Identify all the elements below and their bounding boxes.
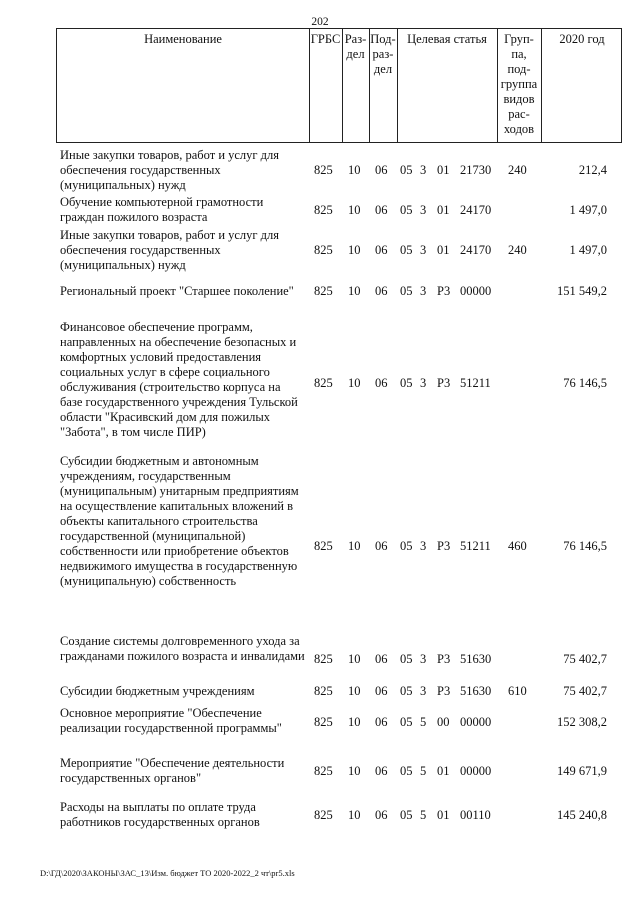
sum-cell: 151 549,2 xyxy=(557,284,607,298)
grbs-cell: 825 xyxy=(314,203,333,217)
razdel-cell: 10 xyxy=(348,163,361,177)
target-part3-cell: P3 xyxy=(437,652,451,666)
sum-cell: 1 497,0 xyxy=(569,203,607,217)
razdel-cell: 10 xyxy=(348,539,361,553)
target-part1-cell: 05 xyxy=(400,284,413,298)
sum-cell: 76 146,5 xyxy=(563,539,607,553)
header-target: Целевая статья xyxy=(407,32,487,46)
target-part4-cell: 21730 xyxy=(460,163,492,177)
podrazdel-cell: 06 xyxy=(375,684,388,698)
row-name: Субсидии бюджетным учреждениям xyxy=(60,684,255,698)
podrazdel-cell: 06 xyxy=(375,715,388,729)
header-year: 2020 год xyxy=(559,32,605,46)
podrazdel-cell: 06 xyxy=(375,652,388,666)
target-part2-cell: 3 xyxy=(420,539,427,553)
row-name: Иные закупки товаров, работ и услуг для обеспечения государственных (муниципальных) нужд xyxy=(60,228,280,272)
podrazdel-cell: 06 xyxy=(375,243,388,257)
podrazdel-cell: 06 xyxy=(375,163,388,177)
target-part1-cell: 05 xyxy=(400,539,413,553)
target-part3-cell: 01 xyxy=(437,243,450,257)
podrazdel-cell: 06 xyxy=(375,284,388,298)
sum-cell: 75 402,7 xyxy=(563,652,607,666)
target-part4-cell: 24170 xyxy=(460,243,492,257)
target-part1-cell: 05 xyxy=(400,243,413,257)
target-part3-cell: P3 xyxy=(437,539,451,553)
grbs-cell: 825 xyxy=(314,764,333,778)
row-name: Иные закупки товаров, работ и услуг для обеспечения государственных (муниципальных) нужд xyxy=(60,148,280,192)
target-part4-cell: 00000 xyxy=(460,284,492,298)
grbs-cell: 825 xyxy=(314,808,333,822)
row-name: Мероприятие "Обеспечение деятельности государственных органов" xyxy=(60,756,285,785)
row-name: Обучение компьютерной грамотности граждан пожилого возраста xyxy=(60,195,264,224)
target-part2-cell: 3 xyxy=(420,376,427,390)
grbs-cell: 825 xyxy=(314,715,333,729)
row-name: Создание системы долговременного ухода за гражданами пожилого возраста и инвалидами xyxy=(60,634,305,663)
header-razdel: Раз- дел xyxy=(344,32,367,61)
vr-cell: 240 xyxy=(508,163,527,177)
target-part4-cell: 51211 xyxy=(460,539,491,553)
razdel-cell: 10 xyxy=(348,203,361,217)
razdel-cell: 10 xyxy=(348,243,361,257)
vr-cell: 460 xyxy=(508,539,527,553)
header-vr: Груп- па, под- группа видов рас- ходов xyxy=(500,32,538,136)
target-part4-cell: 51630 xyxy=(460,684,492,698)
grbs-cell: 825 xyxy=(314,684,333,698)
row-name: Субсидии бюджетным и автономным учреждениям, государственным (муниципальным) унитарным предприятиям на осуществление капитальных вложений в объекты капитального строительства государственной (муниципальной) собственности или приобретение объектов недвижимого имущества в государственную (муниципальную) собственность xyxy=(60,454,299,588)
target-part2-cell: 3 xyxy=(420,284,427,298)
header-name: Наименование xyxy=(144,32,222,46)
razdel-cell: 10 xyxy=(348,684,361,698)
vr-cell: 240 xyxy=(508,243,527,257)
target-part3-cell: 00 xyxy=(437,715,450,729)
target-part1-cell: 05 xyxy=(400,163,413,177)
grbs-cell: 825 xyxy=(314,163,333,177)
header-podrazdel: Под- раз- дел xyxy=(370,32,396,76)
sum-cell: 212,4 xyxy=(578,163,607,177)
sum-cell: 76 146,5 xyxy=(563,376,607,390)
target-part2-cell: 3 xyxy=(420,684,427,698)
target-part3-cell: 01 xyxy=(437,163,450,177)
target-part4-cell: 00000 xyxy=(460,715,492,729)
sum-cell: 1 497,0 xyxy=(569,243,607,257)
target-part4-cell: 51211 xyxy=(460,376,491,390)
sum-cell: 149 671,9 xyxy=(557,764,607,778)
target-part4-cell: 00110 xyxy=(460,808,491,822)
target-part2-cell: 3 xyxy=(420,163,427,177)
target-part4-cell: 51630 xyxy=(460,652,492,666)
target-part2-cell: 3 xyxy=(420,652,427,666)
target-part2-cell: 5 xyxy=(420,764,427,778)
razdel-cell: 10 xyxy=(348,715,361,729)
target-part2-cell: 5 xyxy=(420,808,427,822)
target-part3-cell: 01 xyxy=(437,764,450,778)
row-name: Основное мероприятие "Обеспечение реализации государственной программы" xyxy=(60,706,282,735)
target-part1-cell: 05 xyxy=(400,203,413,217)
target-part2-cell: 3 xyxy=(420,243,427,257)
target-part3-cell: P3 xyxy=(437,376,451,390)
target-part2-cell: 3 xyxy=(420,203,427,217)
header-grbs: ГРБС xyxy=(310,32,341,46)
razdel-cell: 10 xyxy=(348,808,361,822)
target-part3-cell: P3 xyxy=(437,284,451,298)
grbs-cell: 825 xyxy=(314,652,333,666)
target-part1-cell: 05 xyxy=(400,808,413,822)
row-name: Финансовое обеспечение программ, направленных на обеспечение безопасных и комфортных условий предоставления социальных услуг в сфере социального обслуживания (строительство корпуса на базе государственного учреждения Тульской области "Красивский дом для пожилых "Забота", в том числе ПИР) xyxy=(60,320,298,439)
target-part3-cell: 01 xyxy=(437,808,450,822)
target-part1-cell: 05 xyxy=(400,715,413,729)
podrazdel-cell: 06 xyxy=(375,203,388,217)
sum-cell: 145 240,8 xyxy=(557,808,607,822)
grbs-cell: 825 xyxy=(314,284,333,298)
sum-cell: 152 308,2 xyxy=(557,715,607,729)
grbs-cell: 825 xyxy=(314,243,333,257)
target-part4-cell: 00000 xyxy=(460,764,492,778)
target-part1-cell: 05 xyxy=(400,684,413,698)
grbs-cell: 825 xyxy=(314,376,333,390)
target-part2-cell: 5 xyxy=(420,715,427,729)
vr-cell: 610 xyxy=(508,684,527,698)
sum-cell: 75 402,7 xyxy=(563,684,607,698)
row-name: Расходы на выплаты по оплате труда работников государственных органов xyxy=(60,800,260,829)
podrazdel-cell: 06 xyxy=(375,376,388,390)
target-part4-cell: 24170 xyxy=(460,203,492,217)
podrazdel-cell: 06 xyxy=(375,808,388,822)
razdel-cell: 10 xyxy=(348,764,361,778)
razdel-cell: 10 xyxy=(348,284,361,298)
podrazdel-cell: 06 xyxy=(375,764,388,778)
target-part3-cell: P3 xyxy=(437,684,451,698)
razdel-cell: 10 xyxy=(348,652,361,666)
razdel-cell: 10 xyxy=(348,376,361,390)
table-header xyxy=(56,28,622,143)
target-part3-cell: 01 xyxy=(437,203,450,217)
podrazdel-cell: 06 xyxy=(375,539,388,553)
grbs-cell: 825 xyxy=(314,539,333,553)
target-part1-cell: 05 xyxy=(400,764,413,778)
page-number: 202 xyxy=(311,16,329,28)
target-part1-cell: 05 xyxy=(400,652,413,666)
row-name: Региональный проект "Старшее поколение" xyxy=(60,284,294,298)
file-path: D:\ГД\2020\ЗАКОНЫ\ЗАС_13\Изм. бюджет ТО 2020-2022_2 чт\pr5.xls xyxy=(40,868,295,878)
target-part1-cell: 05 xyxy=(400,376,413,390)
